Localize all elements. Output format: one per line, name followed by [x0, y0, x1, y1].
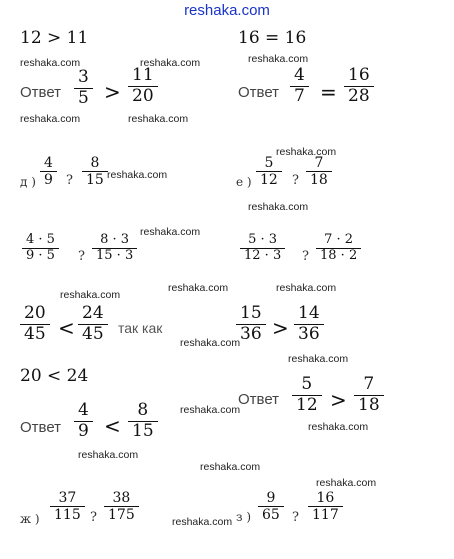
watermark: reshaka.com	[107, 169, 168, 181]
watermark: reshaka.com	[276, 146, 337, 158]
numerator: 7	[314, 155, 324, 171]
denominator: 15	[132, 420, 154, 441]
watermark: reshaka.com	[60, 289, 121, 301]
numerator: 8	[137, 400, 149, 420]
fraction	[292, 375, 322, 415]
watermark: reshaka.com	[248, 201, 309, 213]
numerator: 37	[58, 490, 77, 506]
exercise-label-zh: ж )	[20, 512, 40, 526]
watermark: reshaka.com	[248, 53, 309, 65]
comparison-sign: >	[272, 316, 289, 340]
fraction	[78, 304, 108, 344]
denominator: 175	[108, 507, 135, 524]
fraction	[236, 304, 266, 344]
fraction	[344, 66, 374, 106]
answer-label: Ответ	[20, 419, 62, 436]
watermark: reshaka.com	[20, 57, 81, 69]
numerator: 9	[266, 490, 276, 506]
fraction	[74, 68, 93, 108]
denominator: 36	[240, 323, 262, 344]
fraction	[74, 401, 93, 441]
denominator: 115	[54, 507, 81, 524]
question-mark: ?	[66, 173, 73, 188]
numerator: 4	[78, 400, 89, 420]
question-mark: ?	[292, 510, 299, 525]
equality-16-16: 16 = 16	[238, 28, 307, 48]
watermark: reshaka.com	[172, 516, 233, 528]
watermark: reshaka.com	[78, 449, 139, 461]
question-mark: ?	[90, 510, 97, 525]
reason-text: так как	[118, 320, 163, 336]
watermark: reshaka.com	[180, 337, 241, 349]
fraction	[22, 233, 59, 264]
exercise-label-z: з )	[236, 510, 252, 524]
comparison-sign: =	[320, 80, 337, 104]
fraction	[290, 66, 309, 106]
fraction	[354, 375, 384, 415]
denominator: 15	[86, 172, 104, 189]
numerator: 38	[112, 490, 131, 506]
denominator: 45	[82, 323, 104, 344]
watermark: reshaka.com	[140, 57, 201, 69]
exercise-label-e: е )	[236, 175, 252, 189]
numerator: 24	[82, 303, 104, 323]
numerator: 16	[316, 490, 335, 506]
fraction	[294, 304, 324, 344]
watermark: reshaka.com	[276, 282, 337, 294]
fraction	[50, 490, 85, 523]
watermark: reshaka.com	[180, 404, 241, 416]
fraction	[92, 233, 137, 264]
comparison-sign: >	[330, 388, 347, 412]
denominator: 45	[24, 323, 46, 344]
watermark: reshaka.com	[140, 226, 201, 238]
numerator: 20	[24, 303, 46, 323]
fraction	[128, 401, 158, 441]
answer-label: Ответ	[238, 391, 280, 408]
numerator: 5	[264, 155, 274, 171]
fraction	[316, 233, 361, 264]
watermark: reshaka.com	[128, 113, 189, 125]
fraction	[104, 490, 139, 523]
denominator: 5	[78, 87, 89, 108]
numerator: 8 · 3	[100, 232, 130, 247]
numerator: 4	[44, 155, 53, 171]
numerator: 15	[240, 303, 262, 323]
numerator: 5 · 3	[248, 232, 278, 247]
fraction	[240, 233, 285, 264]
numerator: 4	[294, 65, 305, 85]
numerator: 8	[90, 155, 100, 171]
numerator: 16	[348, 65, 370, 85]
comparison-sign: <	[58, 316, 75, 340]
numerator: 4 · 5	[26, 232, 55, 247]
watermark: reshaka.com	[20, 113, 81, 125]
denominator: 12	[296, 394, 318, 415]
denominator: 7	[294, 85, 305, 106]
fraction	[20, 304, 50, 344]
denominator: 28	[348, 85, 370, 106]
inequality-20-24: 20 < 24	[20, 366, 89, 386]
fraction	[308, 490, 343, 523]
denominator: 65	[262, 507, 280, 524]
denominator: 9	[78, 420, 89, 441]
question-mark: ?	[292, 173, 299, 188]
numerator: 3	[78, 67, 89, 87]
answer-label: Ответ	[20, 84, 62, 101]
inequality-12-11: 12 > 11	[20, 28, 89, 48]
denominator: 9	[44, 172, 53, 189]
denominator: 12	[260, 172, 278, 189]
watermark: reshaka.com	[316, 477, 377, 489]
comparison-sign: <	[104, 414, 121, 438]
fraction	[258, 490, 284, 523]
denominator: 117	[312, 507, 339, 524]
question-mark: ?	[302, 249, 309, 264]
numerator: 7	[363, 374, 375, 394]
watermark: reshaka.com	[168, 282, 229, 294]
site-watermark-top: reshaka.com	[184, 2, 270, 19]
denominator: 36	[298, 323, 320, 344]
denominator: 15 · 3	[96, 247, 134, 263]
denominator: 20	[132, 85, 154, 106]
comparison-sign: >	[104, 80, 121, 104]
numerator: 11	[132, 65, 154, 85]
denominator: 18	[310, 172, 328, 189]
question-mark: ?	[78, 249, 85, 264]
numerator: 5	[301, 374, 313, 394]
answer-label: Ответ	[238, 84, 280, 101]
fraction	[82, 155, 108, 188]
fraction	[256, 155, 282, 188]
numerator: 7 · 2	[324, 232, 354, 247]
watermark: reshaka.com	[288, 353, 349, 365]
denominator: 18	[358, 394, 380, 415]
fraction	[128, 66, 158, 106]
fraction	[306, 155, 332, 188]
watermark: reshaka.com	[200, 461, 261, 473]
numerator: 14	[298, 303, 320, 323]
watermark: reshaka.com	[308, 421, 369, 433]
denominator: 9 · 5	[26, 247, 55, 263]
denominator: 18 · 2	[320, 247, 358, 263]
denominator: 12 · 3	[244, 247, 282, 263]
exercise-label-d: д )	[20, 175, 36, 189]
fraction	[40, 155, 57, 188]
